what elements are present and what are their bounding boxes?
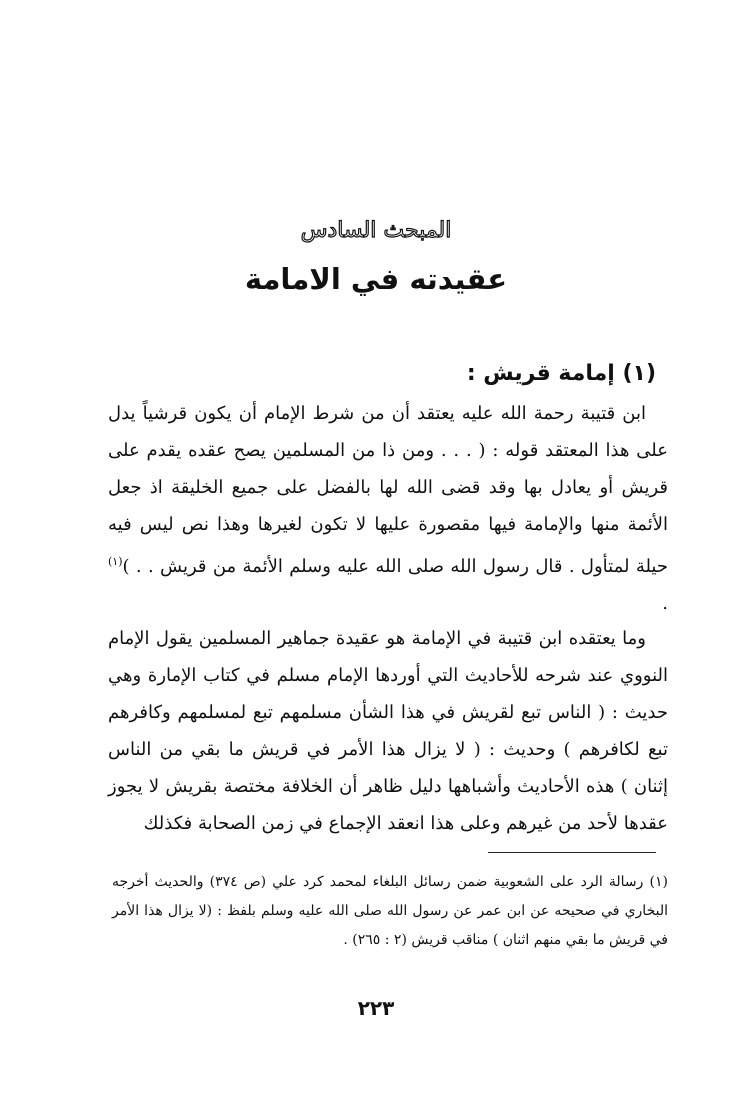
paragraph-2-text: وما يعتقده ابن قتيبة في الإمامة هو عقيدة جماهير المسلمين يقول الإمام النووي عند شرحه للأحاديث التي أوردها الإمام مسلم في كتاب الإمارة وهي حديث : ( الناس تبع لقريش في هذا الشأن مسلمهم تبع لمسلمهم وكافرهم تبع لكافرهم ) وحديث : ( لا يزال هذا الأمر في قريش ما بقي من الناس إثنان ) هذه الأحاديث وأشباهها دليل ظاهر أن الخلافة مختصة بقريش لا يجوز عقدها لأحد من غيرهم وعلى هذا انعقد الإجماع في زمن الصحابة فكذلك [108,628,668,834]
paragraph-1-text [108,395,668,622]
page-number: ٢٢٣ [357,996,395,1020]
footnote: (١) رسالة الرد على الشعوبية ضمن رسائل البلغاء لمحمد كرد علي (ص ٣٧٤) والحديث أخرجه البخاري في صحيحه عن ابن عمر عن رسول الله صلى الله عليه وسلم بلفظ : (لا يزال هذا الأمر في قريش ما بقي منهم اثنان ) مناقب قريش (٢ : ٢٦٥) . [112,874,668,948]
paragraph-1-body: ابن قتيبة رحمة الله عليه يعتقد أن من شرط الإمام أن يكون قرشياً يدل على هذا المعتقد قوله : ( . . . ومن ذا من المسلمين يصح عقده يقدم على قريش أو يعادل بها وقد قضى الله لها بالفضل على جميع الخليقة اذ جعل الأئمة منها والإمامة فيها مقصورة عليها لا تكون لغيرها وهذا نص ليس فيه حيلة لمتأول . قال رسول الله صلى الله عليه وسلم الأئمة من قريش . . ) [108,403,668,577]
chapter-title: عقيدته في الامامة [244,262,508,296]
subheading: (١) إمامة قريش : [466,361,656,386]
paragraph-1 [108,395,668,622]
paragraph-2 [108,620,668,842]
footnote-divider [488,852,656,853]
footnote-reference: (١) [108,555,123,568]
section-label: المبحث السادس [300,218,452,243]
paragraph-1-end: . [662,593,668,614]
